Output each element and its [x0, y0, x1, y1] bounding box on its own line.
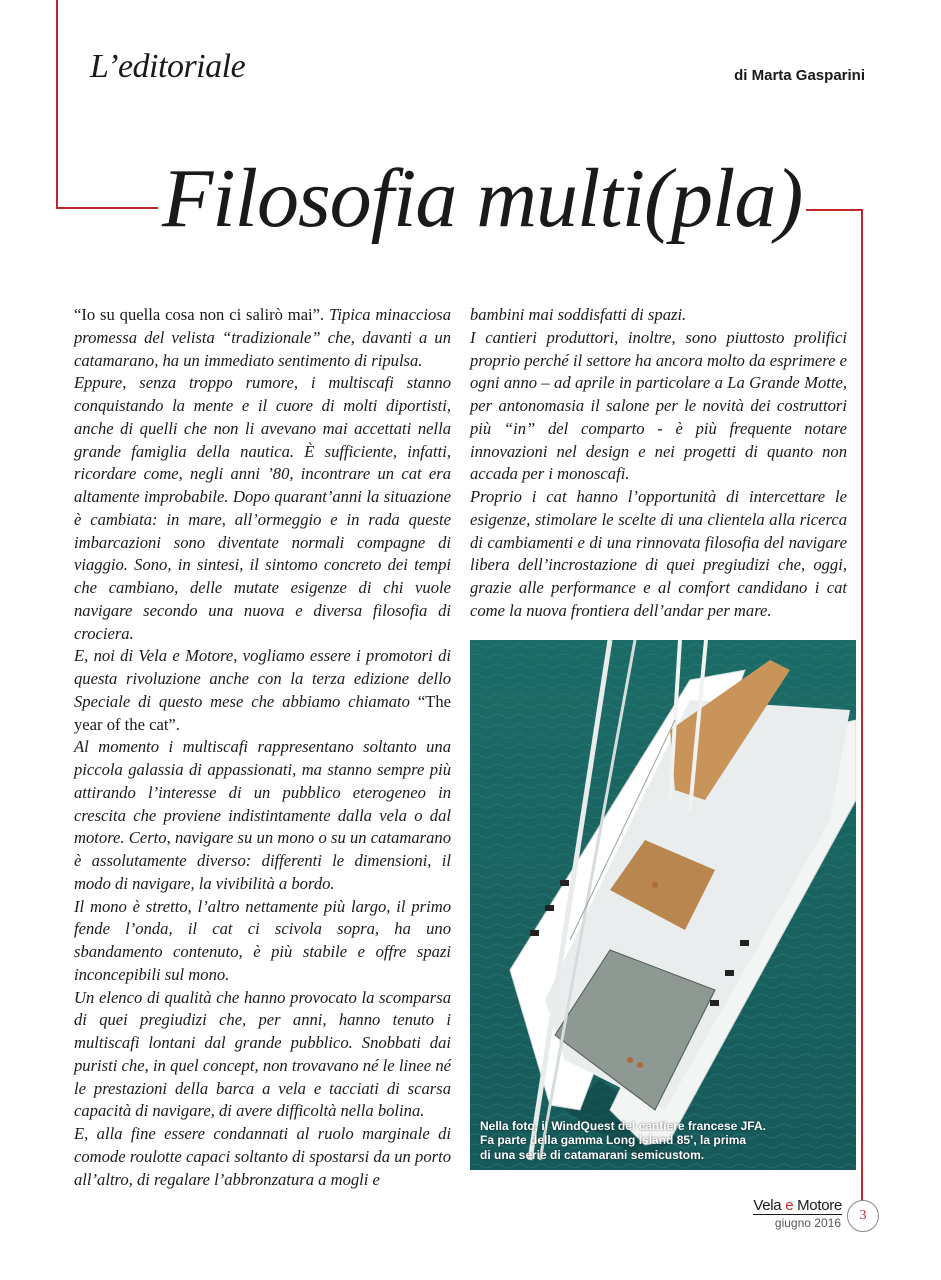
paragraph: Un elenco di qualità che hanno provocato la scomparsa di quei pregiudizi che, per anni, hanno tenuto i multiscafi lontani dal grande pubblico. Snobbati dai puristi che, in quel concept, non trovavano né le linee né le prestazioni della barca a vela e tacciati di scarsa capacità di navigare, di avere difficoltà nella bolina.: [74, 987, 451, 1121]
frame-line-right-vertical: [861, 209, 863, 1200]
paragraph: bambini mai soddisfatti di spazi.: [470, 305, 687, 324]
paragraph: E, alla fine essere condannati al ruolo marginale di comode roulotte capaci soltanto di spostarsi da un porto all’altro, di regalare l’abbronzatura a mogli e: [74, 1124, 451, 1189]
paragraph: Proprio i cat hanno l’opportunità di intercettare le esigenze, stimolare le scelte di una clientela alla ricerca di cambiamenti e di una rinnovata filosofia del navigare libera dell’incrostazione di quei pregiudizi che, oggi, grazie alle performance e al comfort candidano i cat come la nuova frontiera dell’andar per mare.: [470, 487, 847, 620]
photo-caption: [480, 1119, 846, 1163]
author-byline: di Marta Gasparini: [734, 67, 865, 84]
paragraph: I cantieri produttori, inoltre, sono piuttosto prolifici proprio perché il settore ha ancora molto da esprimere e ogni anno – ad aprile in particolare a La Grande Motte, per antonomasia il salone per le novità dei costruttori più “in” del comparto - è più frequente notare innovazioni nel design e nei progetti di quanto non accada per i monoscafi.: [470, 327, 847, 484]
article-column-right: [470, 304, 847, 623]
paragraph: Il mono è stretto, l’altro nettamente più largo, il primo fende l’onda, il cat ci scivola sopra, ha uno sbandamento contenuto, è più stabile e offre spazi inconcepibili sul mono.: [74, 896, 451, 984]
caption-line: Fa parte della gamma Long Island 85’, la prima: [480, 1133, 747, 1147]
issue-date: giugno 2016: [774, 1216, 841, 1230]
section-label: L’editoriale: [90, 48, 246, 85]
caption-line: Nella foto, il WindQuest del cantiere francese JFA.: [480, 1118, 766, 1133]
caption-line: di una serie di catamarani semicustom.: [480, 1147, 705, 1162]
paragraph: Al momento i multiscafi rappresentano soltanto una piccola galassia di appassionati, ma stanno sempre più attirando l’interesse di un pubblico eterogeneo in crescita che proviene indistintamente dalla vela o dal motore. Certo, navigare su un mono o su un catamarano è assolutamente diverso: differenti le dimensioni, il modo di navigare, la vivibilità a bordo.: [74, 737, 451, 893]
magazine-brand: Vela e Motore: [753, 1197, 842, 1214]
paragraph: E, noi di Vela e Motore, vogliamo essere i promotori di questa rivoluzione anche con la terza edizione dello Speciale di questo mese che abbiamo chiamato “The year of the cat”.: [74, 646, 451, 734]
frame-line-top-left-vertical: [56, 0, 58, 209]
article-column-left: [74, 304, 451, 1191]
paragraph: “Io su quella cosa non ci salirò mai”. Tipica minacciosa promessa del velista “tradizionale” che, davanti a un catamarano, ha un immediato sentimento di ripulsa.: [74, 305, 451, 370]
article-title: Filosofia multi(pla): [158, 157, 806, 241]
frame-line-left-horizontal: [56, 207, 162, 209]
catamaran-illustration: [470, 640, 856, 1170]
page-number: 3: [847, 1200, 879, 1232]
catamaran-photo: [470, 640, 856, 1170]
paragraph: Eppure, senza troppo rumore, i multiscafi stanno conquistando la mente e il cuore di molti diportisti, anche di quelli che non li avevano mai accettati nella grande famiglia della nautica. È sufficiente, infatti, ricordare come, negli anni ’80, incontrare un cat era altamente improbabile. Dopo quarant’anni la situazione è cambiata: in mare, all’ormeggio e in rada queste imbarcazioni sono diventate normali compagne di viaggio. Sono, in sintesi, il sintomo concreto dei tempi che cambiano, delle mutate esigenze di chi vuole navigare secondo una nuova e diversa filosofia di crociera.: [74, 373, 451, 643]
